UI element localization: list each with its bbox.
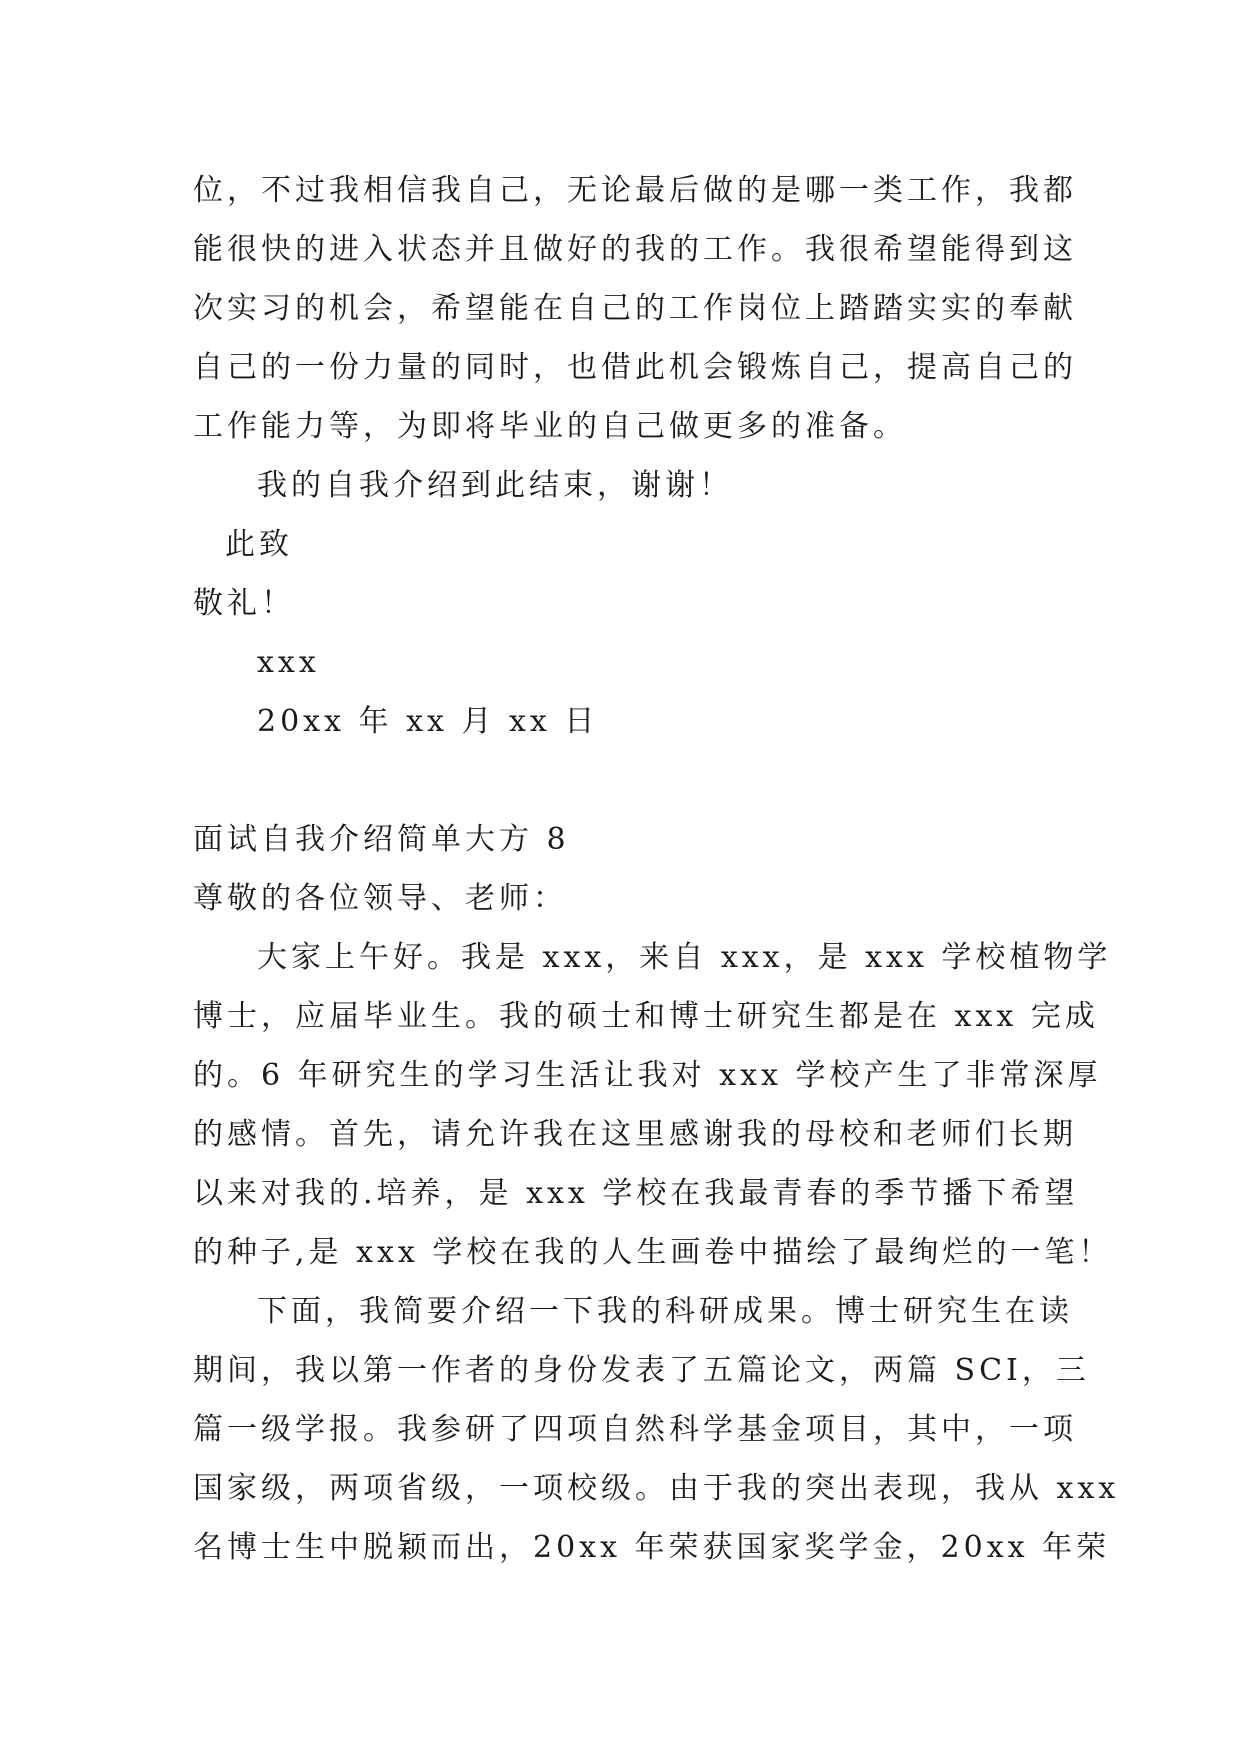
paragraph-line: 期间，我以第一作者的身份发表了五篇论文，两篇 SCI，三 xyxy=(193,1353,1090,1388)
closing-remark: 我的自我介绍到此结束，谢谢！ xyxy=(257,468,733,503)
paragraph-line: 以来对我的.培养，是 xxx 学校在我最青春的季节播下希望 xyxy=(193,1176,1079,1211)
paragraph-line: 的感情。首先，请允许我在这里感谢我的母校和老师们长期 xyxy=(193,1117,1077,1152)
signature-date: 20xx 年 xx 月 xx 日 xyxy=(257,704,599,739)
paragraph-line: 能很快的进入状态并且做好的我的工作。我很希望能得到这 xyxy=(193,232,1077,267)
paragraph-line: 下面，我简要介绍一下我的科研成果。博士研究生在读 xyxy=(257,1294,1073,1329)
paragraph-line: 次实习的机会，希望能在自己的工作岗位上踏踏实实的奉献 xyxy=(193,291,1077,326)
letter-greeting: 尊敬的各位领导、老师： xyxy=(193,881,567,916)
paragraph-line: 的。6 年研究生的学习生活让我对 xxx 学校产生了非常深厚 xyxy=(193,1058,1102,1093)
section-title: 面试自我介绍简单大方 8 xyxy=(193,822,570,857)
paragraph-line: 篇一级学报。我参研了四项自然科学基金项目，其中，一项 xyxy=(193,1412,1077,1447)
salutation-line: 敬礼！ xyxy=(193,586,295,621)
document-body xyxy=(193,161,1120,1577)
paragraph-line: 国家级，两项省级，一项校级。由于我的突出表现，我从 xxx xyxy=(193,1471,1120,1506)
paragraph-line: 的种子,是 xxx 学校在我的人生画卷中描绘了最绚烂的一笔！ xyxy=(193,1235,1113,1270)
paragraph-line: 大家上午好。我是 xxx，来自 xxx，是 xxx 学校植物学 xyxy=(257,940,1112,975)
section-gap xyxy=(193,751,1055,810)
salutation-line: 此致 xyxy=(225,527,293,562)
paragraph-line: 自己的一份力量的同时，也借此机会锻炼自己，提高自己的 xyxy=(193,350,1077,385)
paragraph-line: 位，不过我相信我自己，无论最后做的是哪一类工作，我都 xyxy=(193,173,1077,208)
paragraph-line: 工作能力等，为即将毕业的自己做更多的准备。 xyxy=(193,409,907,444)
paragraph-line: 名博士生中脱颖而出，20xx 年荣获国家奖学金，20xx 年荣 xyxy=(193,1530,1111,1565)
signature: xxx xyxy=(257,645,320,680)
paragraph-line: 博士，应届毕业生。我的硕士和博士研究生都是在 xxx 完成 xyxy=(193,999,1099,1034)
